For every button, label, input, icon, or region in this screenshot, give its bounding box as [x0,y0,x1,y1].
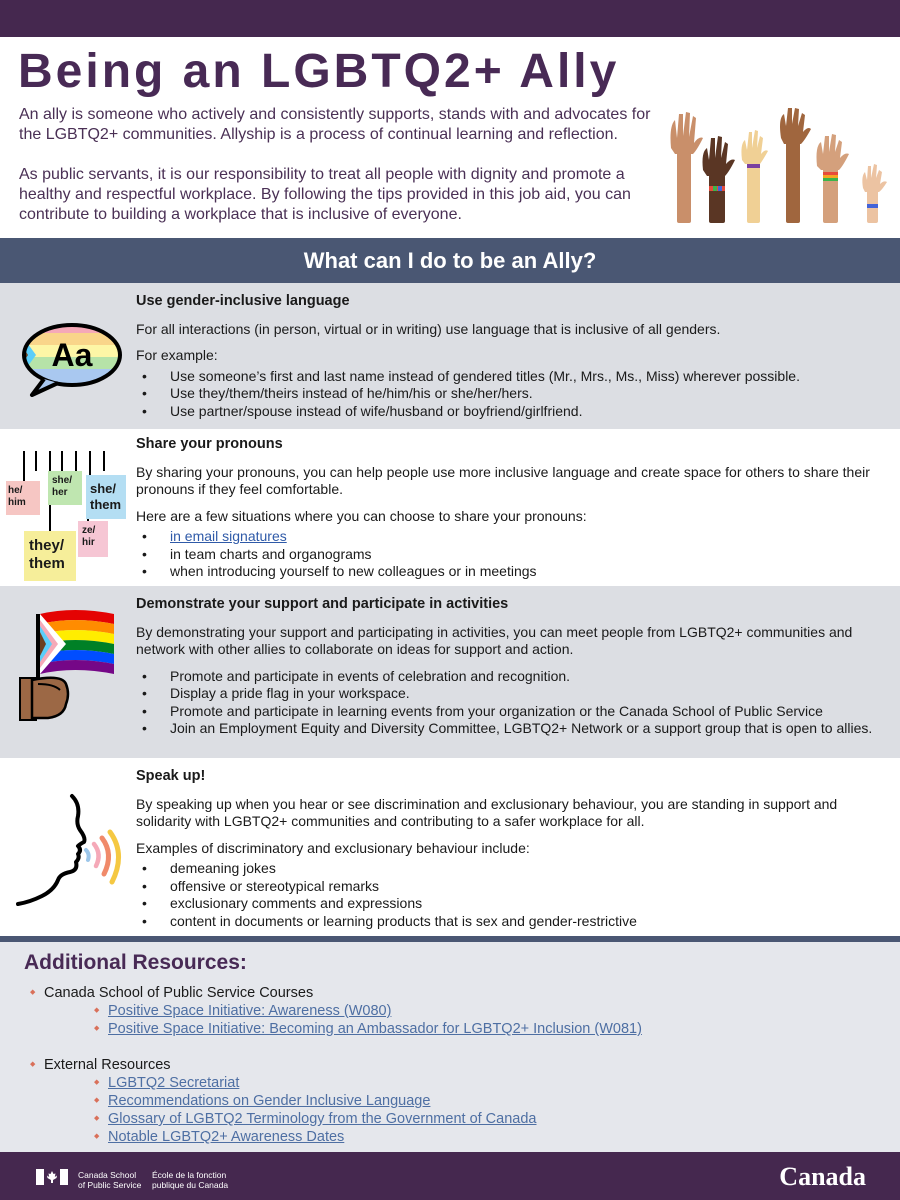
email-signatures-link[interactable]: in email signatures [170,528,287,544]
tag-label: she/ them [90,481,122,512]
tip-body [136,436,878,581]
footer-text: of Public Service [78,1180,142,1190]
tip-list [136,668,878,738]
tip-body [136,596,878,738]
resource-group-external [30,1056,536,1146]
tag-label: he/ him [8,485,26,508]
awareness-dates-link[interactable]: ◆ Notable LGBTQ2+ Awareness Dates [94,1128,536,1146]
hand-icon [20,678,68,720]
tip-list [136,528,878,581]
section-header: What can I do to be an Ally? [0,238,900,283]
list-item: • Use someone’s first and last name instead of gendered titles (Mr., Mrs., Ms., Miss) wherever possible. [136,368,878,386]
tip-list [136,368,878,421]
tip-body [136,768,878,930]
top-banner [0,0,900,37]
tip-demonstrate-support [0,586,900,758]
tip-text: By speaking up when you hear or see discrimination and exclusionary behaviour, you are standing in support and solidarity with LGBTQ2+ communities and contributing to a safer workplace for all. [136,795,838,829]
tip-title: Use gender-inclusive language [136,293,350,309]
list-item: • exclusionary comments and expressions [136,895,878,913]
additional-resources [0,942,900,1152]
list-item: • Use partner/spouse instead of wife/husband or boyfriend/girlfriend. [136,403,878,421]
footer-french-name [152,1170,228,1190]
tip-text: By demonstrating your support and participating in activities, you can meet people from LGBTQ2+ communities and network with other allies to collaborate on ideas for support and action. [136,623,853,657]
list-item: • Join an Employment Equity and Diversity Committee, LGBTQ2+ Network or a support group that is open to allies. [136,720,878,738]
speaking-face-icon [14,792,129,912]
list-item[interactable] [136,528,878,546]
tip-title: Demonstrate your support and participate in activities [136,596,509,612]
canada-wordmark: Canada [779,1162,866,1191]
raised-hand-icon [741,130,768,223]
list-item: • Promote and participate in events of celebration and recognition. [136,668,878,686]
list-item: • content in documents or learning products that is sex and gender-restrictive [136,913,878,931]
raised-hand-icon [862,164,887,223]
raised-hand-icon [671,112,704,223]
tip-lead: Examples of discriminatory and exclusionary behaviour include: [136,839,530,856]
footer-english-name [78,1170,141,1190]
tag-label: they/ them [29,537,65,572]
intro-paragraph-1: An ally is someone who actively and consistently supports, stands with and advocates for the LGBTQ2+ communities. Allyship is a process of continual learning and reflection. [19,106,651,143]
tag-label: ze/ hir [82,525,96,548]
tag-label: she/ her [52,475,73,498]
glossary-link[interactable]: ◆ Glossary of LGBTQ2 Terminology from the Government of Canada [94,1110,536,1128]
secretariat-link[interactable]: ◆ LGBTQ2 Secretariat [94,1074,536,1092]
resources-title: Additional Resources: [24,951,247,974]
group-label: ◆ Canada School of Public Service Courses [30,984,642,1002]
list-item: • Use they/them/theirs instead of he/him/his or she/her/hers. [136,385,878,403]
list-item: • Display a pride flag in your workspace. [136,685,878,703]
tip-speak-up [0,758,900,936]
course-w081-link[interactable]: ◆ Positive Space Initiative: Becoming an Ambassador for LGBTQ2+ Inclusion (W081) [94,1020,642,1038]
speech-bubble-label: Aa [51,337,93,373]
tip-lead: For example: [136,347,218,363]
tip-text: By sharing your pronouns, you can help people use more inclusive language and create space for others to share their pronouns if they feel comfortable. [136,463,870,497]
intro-paragraph-2: As public servants, it is our responsibility to treat all people with dignity and promote a healthy and respectful workplace. By following the tips provided in this job aid, you can contribute to building a workplace that is inclusive of everyone. [19,166,631,223]
intro [19,105,659,225]
group-label: ◆ External Resources [30,1056,536,1074]
raised-hand-icon [780,108,811,223]
page-title: Being an LGBTQ2+ Ally [18,45,620,98]
raised-hand-icon [817,134,850,223]
raised-hand-icon [703,136,736,223]
footer [0,1152,900,1200]
inclusive-language-link[interactable]: ◆ Recommendations on Gender Inclusive Language [94,1092,536,1110]
list-item: • in team charts and organograms [136,546,878,564]
course-w080-link[interactable]: ◆ Positive Space Initiative: Awareness (W080) [94,1002,642,1020]
tip-body [136,293,878,420]
tip-lead: Here are a few situations where you can choose to share your pronouns: [136,507,587,524]
raised-hands-illustration [665,108,890,223]
list-item: • when introducing yourself to new colleagues or in meetings [136,563,878,581]
tip-title: Speak up! [136,768,206,784]
list-item: • offensive or stereotypical remarks [136,878,878,896]
list-item: • demeaning jokes [136,860,878,878]
pronoun-tags-illustration [0,451,130,586]
speech-bubble-icon [14,319,124,399]
footer-text: Canada School [78,1170,137,1180]
tip-inclusive-language [0,283,900,429]
canada-flag-icon [36,1169,68,1185]
tip-text: For all interactions (in person, virtual or in writing) use language that is inclusive of all genders. [136,320,721,337]
list-item: • Promote and participate in learning events from your organization or the Canada School of Public Service [136,703,878,721]
tip-list [136,860,878,930]
tip-share-pronouns [0,429,900,586]
tip-title: Share your pronouns [136,436,283,452]
footer-text: publique du Canada [152,1180,229,1190]
footer-text: École de la fonction [152,1170,227,1180]
pride-flag-icon [14,610,114,735]
resource-group-cspc [30,984,642,1038]
